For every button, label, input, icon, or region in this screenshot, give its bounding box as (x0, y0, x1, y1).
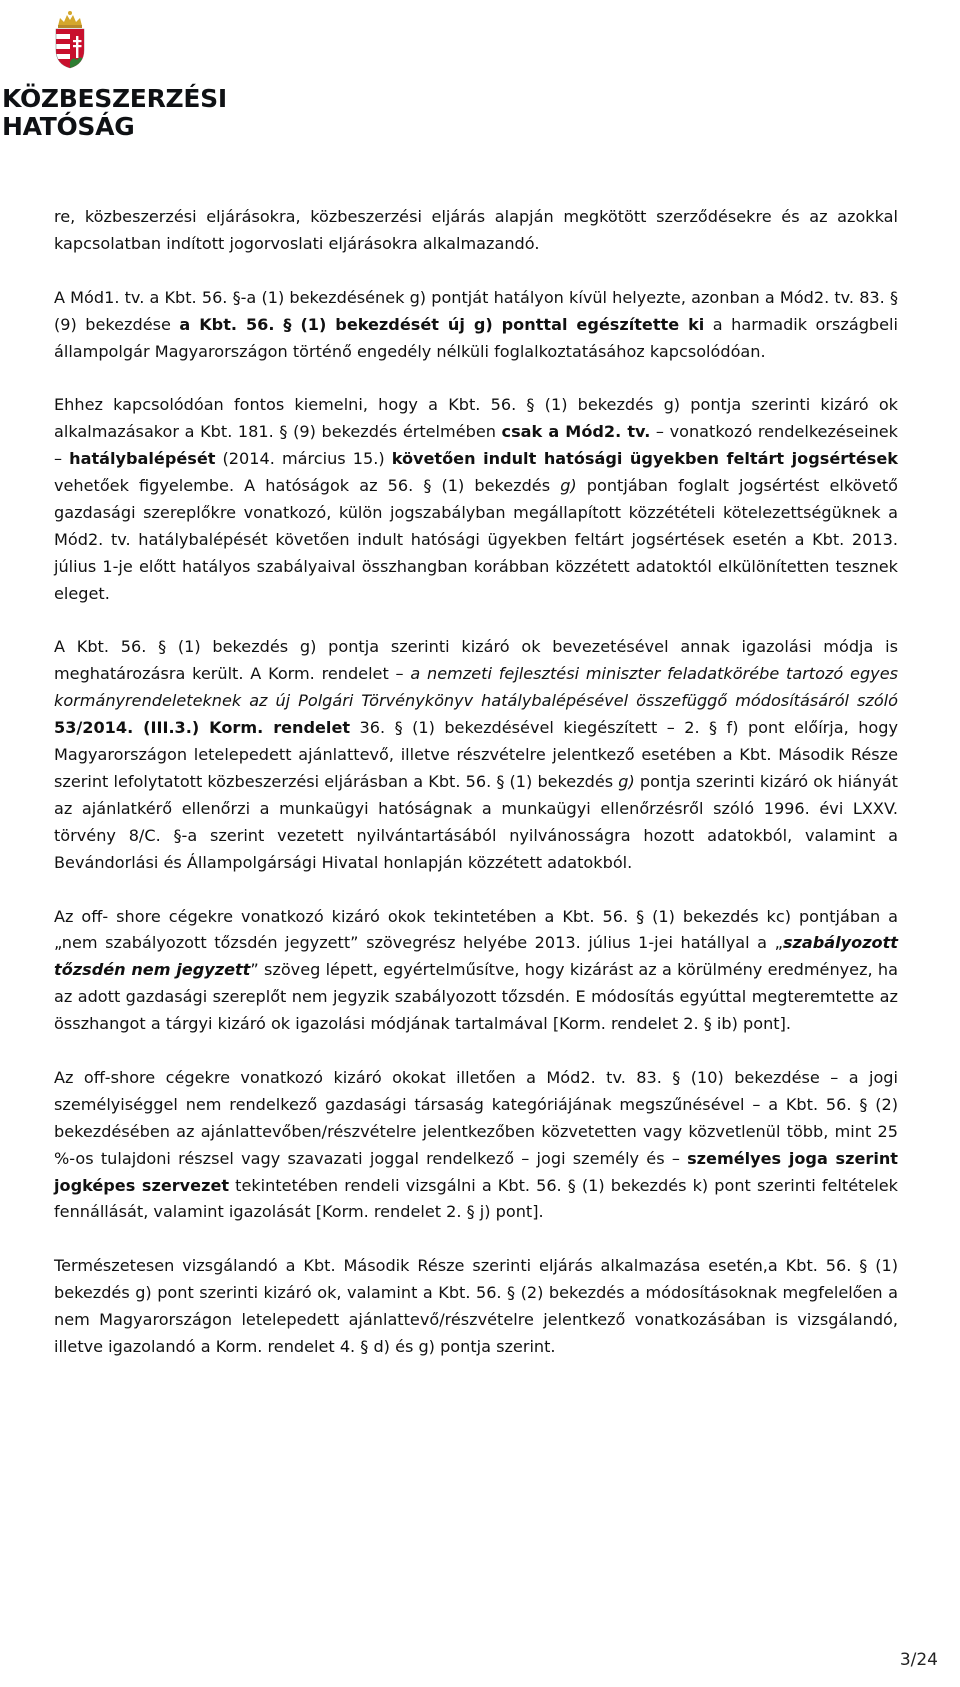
text-segment: – vonatkozó rendelkezéseinek – (54, 422, 898, 469)
text-segment: Ehhez kapcsolódóan fontos kiemelni, hogy a Kbt. 56. § (1) bekezdés g) pontja szerinti kizáró ok alkalmazásakor a Kbt. 181. § (9) bekezdés értelmében (54, 395, 898, 442)
text-segment: a nemzeti fejlesztési miniszter feladatkörébe tartozó egyes kormányrendeleteknek az új Polgári Törvénykönyv hatálybalépésével összefüggő módosításáról szóló (54, 664, 898, 711)
text-segment: Természetesen vizsgálandó a Kbt. Második Része szerinti eljárás alkalmazása esetén,a Kbt. 56. § (1) bekezdés g) pont szerinti kizáró ok, valamint a Kbt. 56. § (2) bekezdés a módosításoknak megfelelően a nem Magyarországon letelepedett ajánlattevő/részvételre jelentkező vonatkozásában is vizsgálandó, illetve igazolandó a Korm. rendelet 4. § d) és g) pontja szerint. (54, 1256, 898, 1356)
text-segment: A Mód1. tv. a Kbt. 56. §-a (1) bekezdésének g) pontját hatályon kívül helyezte, azonban a Mód2. tv. 83. § (9) bekezdése (54, 287, 898, 334)
text-segment: (2014. március 15.) (215, 449, 392, 469)
text-segment: A Kbt. 56. § (1) bekezdés g) pontja szerinti kizáró ok bevezetésével annak igazolási módja is meghatározásra került. A Korm. rendelet – (54, 637, 898, 684)
text-segment: a Kbt. 56. § (1) bekezdését új g) ponttal egészítette ki (179, 314, 705, 334)
text-segment: a harmadik országbeli állampolgár Magyarországon történő engedély nélküli foglalkoztatásához kapcsolódóan. (54, 314, 898, 361)
paragraph-1 (54, 204, 898, 258)
text-segment: 53/2014. (III.3.) Korm. rendelet (54, 718, 351, 738)
text-segment: hatálybalépését (69, 449, 216, 469)
text-segment: Az off- shore cégekre vonatkozó kizáró okok tekintetében a Kbt. 56. § (1) bekezdés kc) pontjában a „nem szabályozott tőzsdén jegyzett” szövegrész helyébe 2013. július 1-jei hatállyal a „ (54, 906, 898, 953)
page-number: 3/24 (899, 1650, 938, 1670)
document-body (54, 204, 898, 1388)
text-segment: személyes joga szerint jogképes szervezet (54, 1148, 898, 1195)
text-segment: szabályozott tőzsdén nem jegyzett (54, 933, 898, 980)
paragraph-2 (54, 285, 898, 366)
text-segment: tekintetében rendeli vizsgálni a Kbt. 56. § (1) bekezdés k) pont szerinti feltételek fennállását, valamint igazolását [Korm. rendelet 2. § j) pont]. (54, 1175, 899, 1222)
text-segment: pontjában foglalt jogsértést elkövető gazdasági szereplőkre vonatkozó, külön jogszabályban megállapított közzétételi kötelezettségüknek a Mód2. tv. hatálybalépését követően indult hatósági ügyekben feltárt jogsértések esetén a Kbt. 2013. július 1-je előtt hatályos szabályaival összhangban korábban közzétett adatoktól elkülönítetten tesznek eleget. (54, 476, 899, 603)
text-segment: 36. § (1) bekezdésével kiegészített – 2. § f) pont előírja, hogy Magyarországon letelepedett ajánlattevő, illetve részvételre jelentkező esetében a Kbt. Második Része szerint lefolytatott közbeszerzési eljárásban a Kbt. 56. § (1) bekezdés (54, 718, 898, 791)
text-segment: ” szöveg lépett, egyértelműsítve, hogy kizárást az a körülmény eredményez, ha az adott gazdasági szereplőt nem jegyzik szabályozott tőzsdén. E módosítás egyúttal megteremtette az összhangot a tárgyi kizáró ok igazolási módjának tartalmával [Korm. rendelet 2. § ib) pont]. (54, 960, 898, 1034)
paragraph-7 (54, 1253, 898, 1361)
text-segment: pontja szerinti kizáró ok hiányát az ajánlatkérő ellenőrzi a munkaügyi hatóságnak a munkaügyi ellenőrzésről szóló 1996. évi LXXV. törvény 8/C. §-a szerint vezetett nyilvántartásából nyilvánosságra hozott adatokból, valamint a Bevándorlási és Állampolgársági Hivatal honlapján közzétett adatokból. (54, 771, 898, 872)
paragraph-3 (54, 392, 898, 607)
text-segment: követően indult hatósági ügyekben feltárt jogsértések (391, 449, 898, 469)
text-segment: vehetőek figyelembe. A hatóságok az 56. § (1) bekezdés (54, 476, 561, 496)
hungarian-coat-of-arms-icon (52, 10, 88, 70)
text-segment: g) (560, 476, 577, 496)
logo-text-line2: HATÓSÁG (2, 112, 135, 141)
text-segment: Az off-shore cégekre vonatkozó kizáró okokat illetően a Mód2. tv. 83. § (10) bekezdése – a jogi személyiséggel nem rendelkező gazdasági társaság kategóriájának megszűnésével – a Kbt. 56. § (2) bekezdésében az ajánlattevőben/részvételre jelentkezőben közvetetten vagy közvetlenül több, mint 25 %-os tulajdoni részsel vagy szavazati joggal rendelkező – jogi személy és – (54, 1067, 898, 1168)
text-segment: csak a Mód2. tv. (501, 422, 651, 442)
text-segment: re, közbeszerzési eljárásokra, közbeszerzési eljárás alapján megkötött szerződésekre és az azokkal kapcsolatban indított jogorvoslati eljárásokra alkalmazandó. (54, 207, 898, 253)
paragraph-5 (54, 904, 898, 1039)
text-segment: g) (618, 771, 635, 791)
paragraph-4 (54, 634, 898, 876)
kozbeszerzesi-hatosag-logo (0, 6, 227, 146)
paragraph-6 (54, 1065, 898, 1226)
logo-text-line1: KÖZBESZERZÉSI (2, 84, 227, 113)
